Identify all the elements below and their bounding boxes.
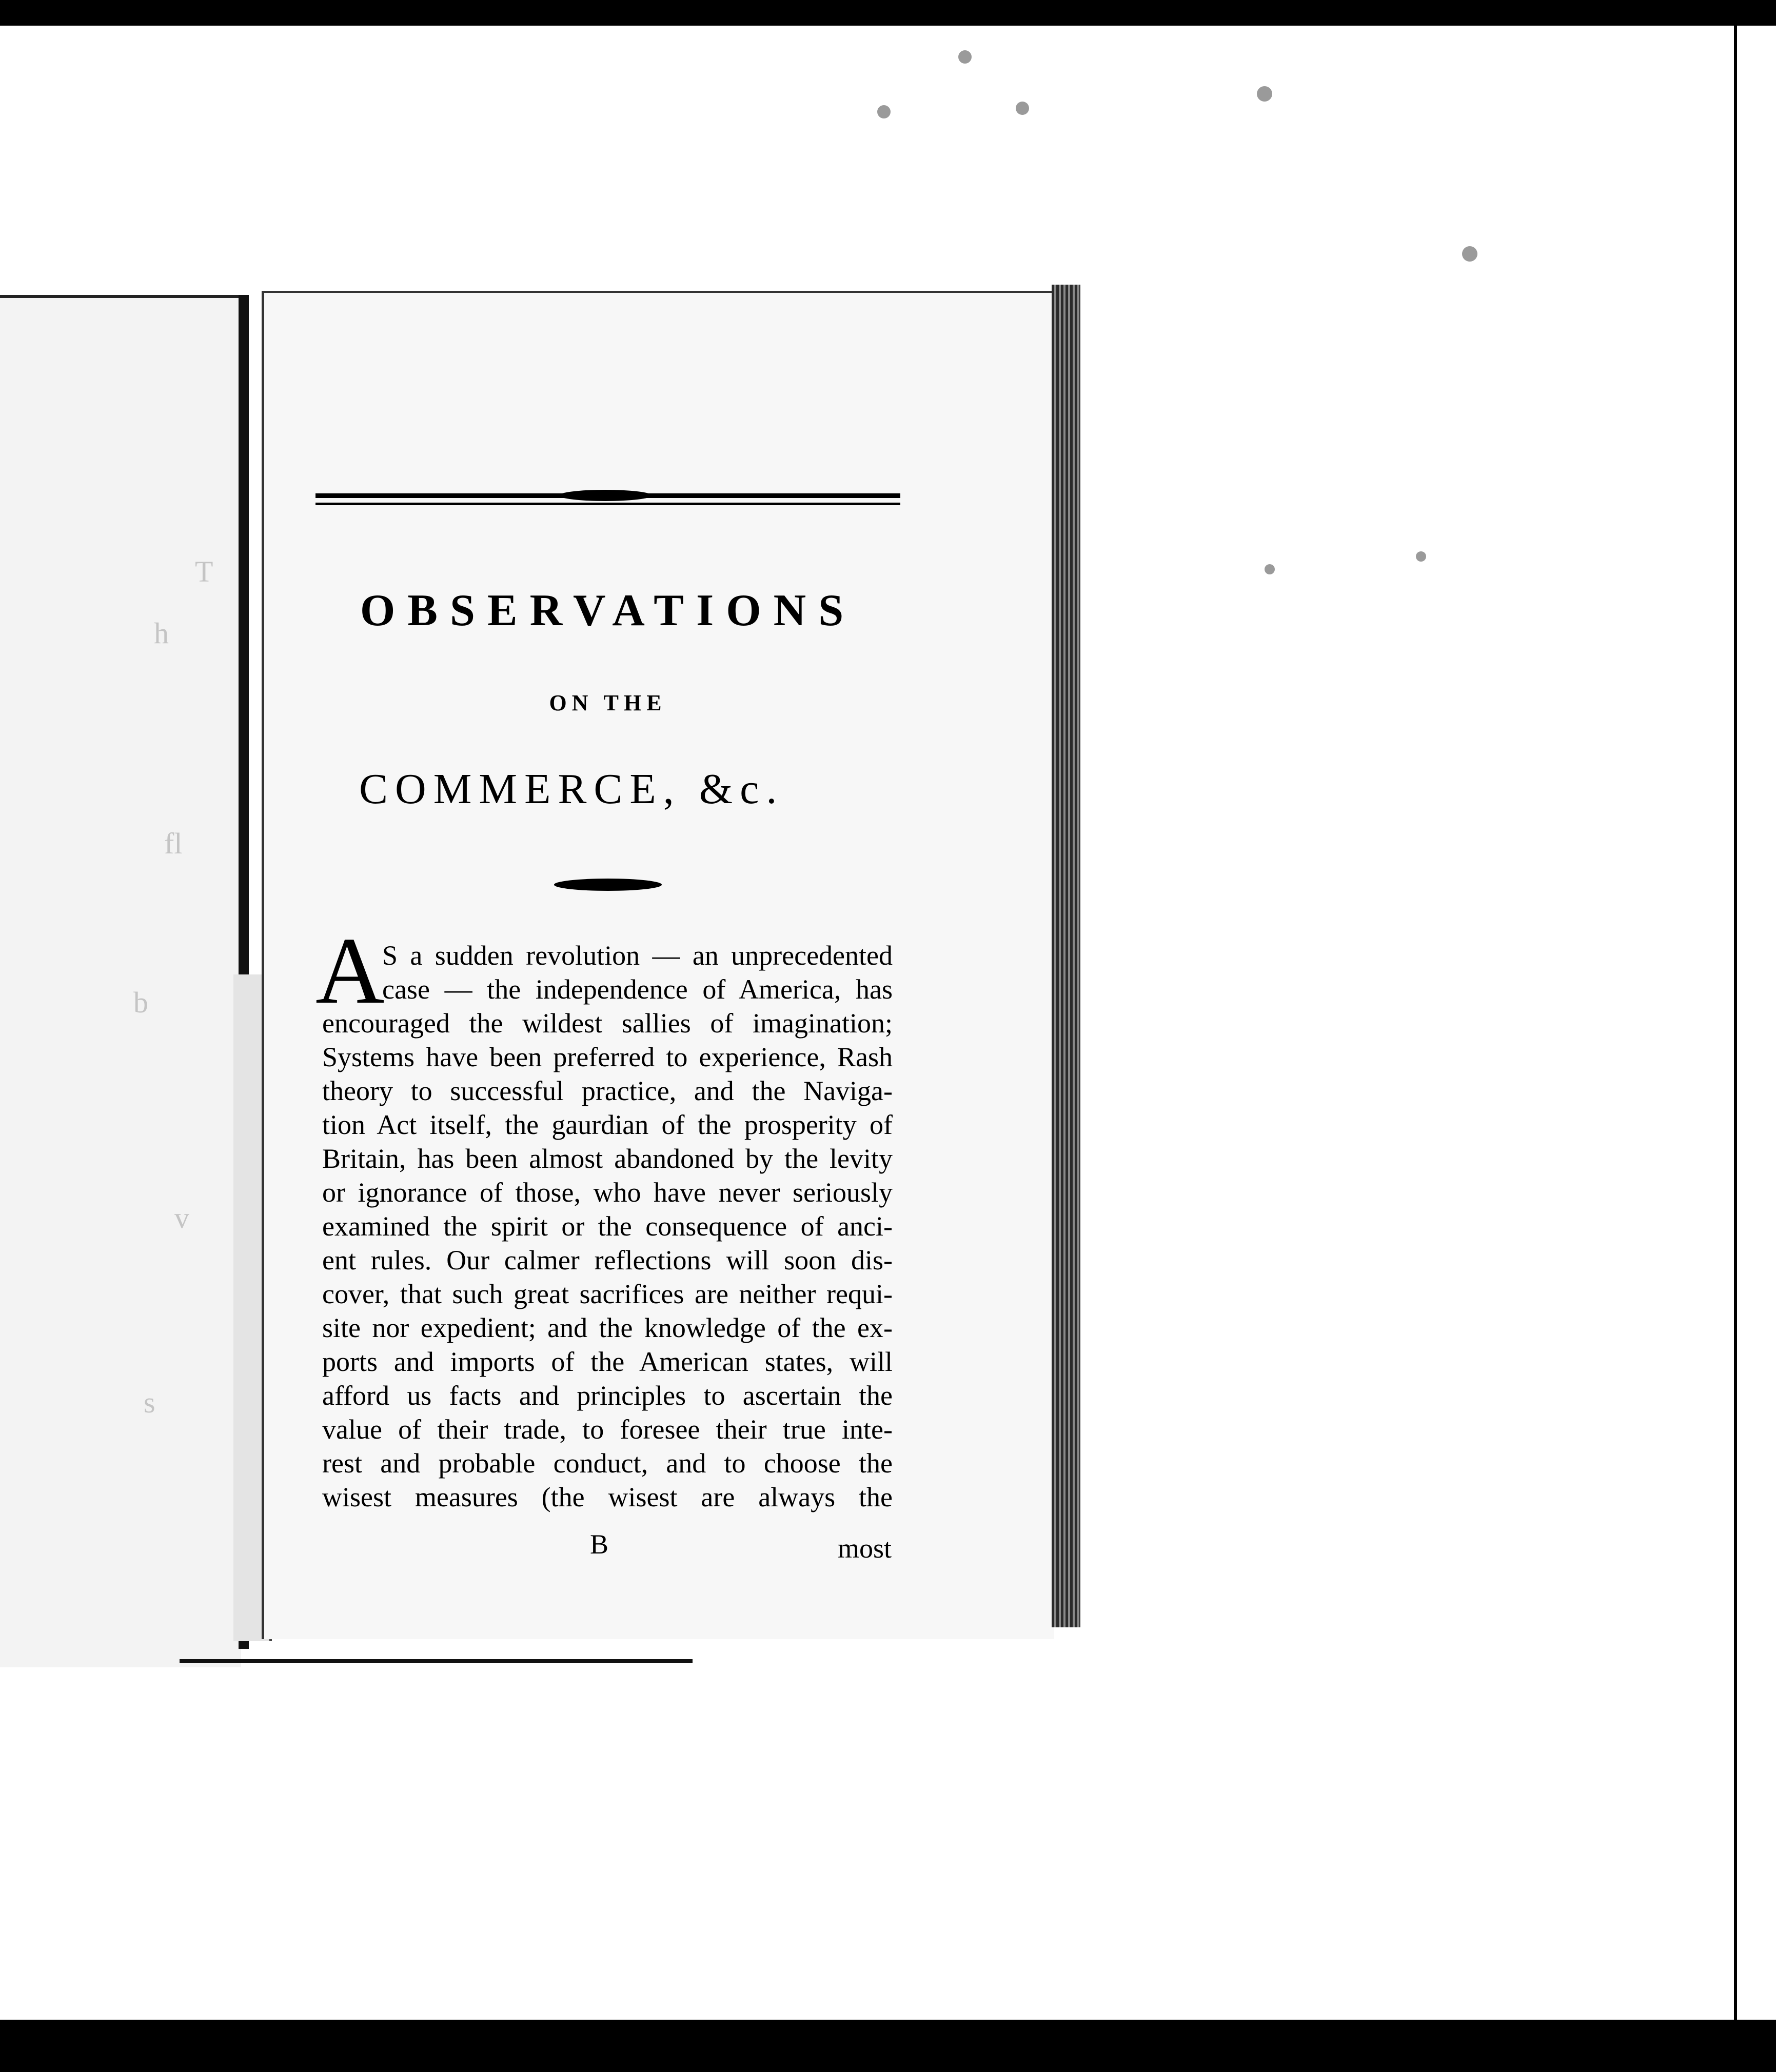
show-through-text: T — [195, 555, 213, 588]
dust-speck — [1257, 86, 1272, 102]
text-line: case — the independence of America, has — [382, 974, 893, 1005]
show-through-text: b — [133, 986, 148, 1019]
show-through-text: h — [154, 616, 169, 650]
text-line: afford us facts and principles to ascertain the — [322, 1380, 893, 1411]
text-line: rest and probable conduct, and to choose the — [322, 1448, 893, 1479]
page-subtitle: COMMERCE, &c. — [359, 765, 784, 813]
text-line: theory to successful practice, and the Naviga- — [322, 1075, 893, 1106]
scan-border-bottom — [0, 2020, 1776, 2072]
catchword: most — [838, 1533, 892, 1564]
drop-cap: A — [315, 918, 385, 1024]
dust-speck — [1265, 564, 1275, 574]
dust-speck — [958, 50, 972, 64]
head-rule-swell — [559, 490, 652, 501]
show-through-text: v — [174, 1201, 189, 1234]
text-line: tion Act itself, the gaurdian of the prosperity of — [322, 1109, 893, 1140]
text-line: cover, that such great sacrifices are neither requi- — [322, 1279, 893, 1309]
page-fore-edge — [1052, 285, 1080, 1627]
text-line: ent rules. Our calmer reflections will soon dis- — [322, 1245, 893, 1276]
text-line: encouraged the wildest sallies of imagination; — [322, 1008, 893, 1039]
text-line: S a sudden revolution — an unprecedented — [382, 940, 893, 971]
facing-page-left — [0, 295, 241, 1667]
text-line: site nor expedient; and the knowledge of the ex- — [322, 1312, 893, 1343]
dust-speck — [1416, 551, 1426, 562]
show-through-text: s — [144, 1386, 155, 1419]
dust-speck — [877, 105, 891, 118]
text-line: ports and imports of the American states, will — [322, 1346, 893, 1377]
text-line: wisest measures (the wisest are always the — [322, 1482, 893, 1512]
title-connector: ON THE — [549, 690, 667, 715]
scan-border-top — [0, 0, 1776, 26]
book-bottom-edge — [180, 1659, 693, 1663]
text-line: examined the spirit or the consequence of anci- — [322, 1211, 893, 1242]
text-line: or ignorance of those, who have never seriously — [322, 1177, 893, 1208]
ornament-swell-rule — [554, 879, 662, 891]
scan-border-right — [1734, 26, 1737, 2020]
dust-speck — [1016, 102, 1029, 115]
text-line: Systems have been preferred to experience, Rash — [322, 1042, 893, 1072]
show-through-text: fl — [164, 827, 183, 860]
page-title: OBSERVATIONS — [360, 586, 856, 635]
text-line: value of their trade, to foresee their true inte- — [322, 1414, 893, 1445]
head-rule-thin — [315, 503, 900, 505]
text-line: Britain, has been almost abandoned by the levity — [322, 1143, 893, 1174]
dust-speck — [1462, 246, 1477, 262]
signature-mark: B — [590, 1529, 609, 1560]
